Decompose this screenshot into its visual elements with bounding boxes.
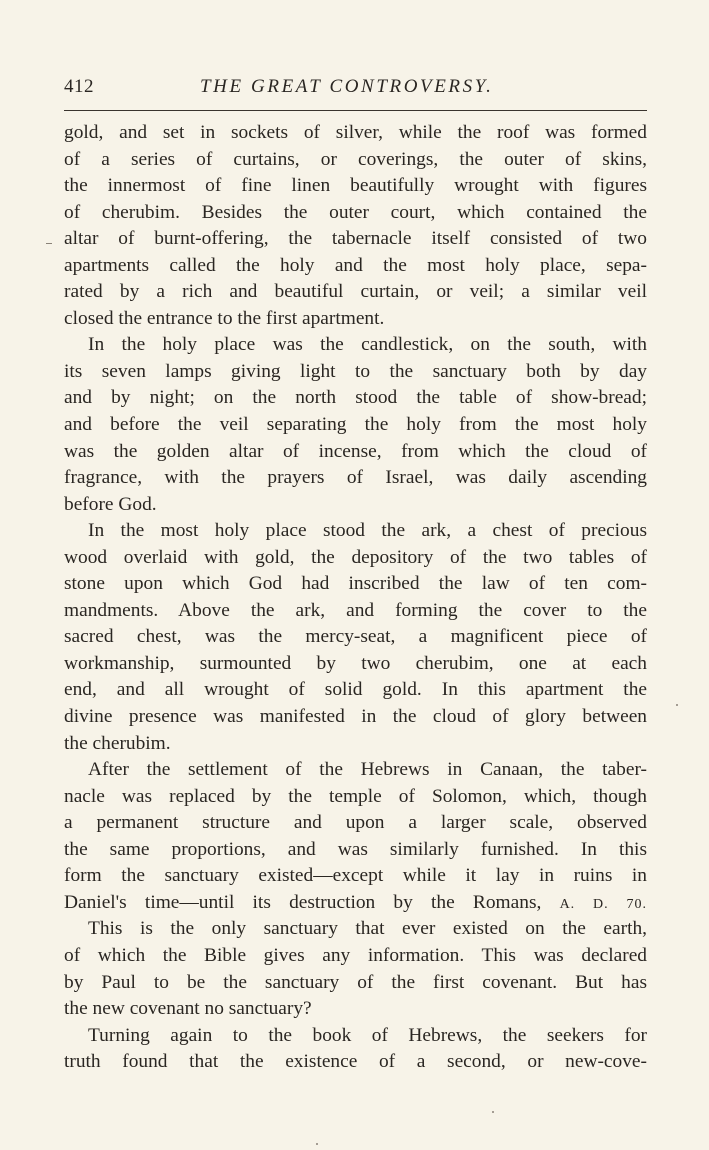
paper-speck <box>492 1111 494 1113</box>
page-number: 412 <box>64 76 94 97</box>
text-line: of cherubim. Besides the outer court, which contained the <box>64 201 647 223</box>
body-text <box>64 120 647 1076</box>
text-line: of which the Bible gives any information. This was declared <box>64 944 647 966</box>
text-line: divine presence was manifested in the cloud of glory between <box>64 706 647 728</box>
text-line: end, and all wrought of solid gold. In this apartment the <box>64 679 647 701</box>
text-line: by Paul to be the sanctuary of the first covenant. But has <box>64 971 647 993</box>
era-date: A. D. 70. <box>559 896 647 912</box>
text-line-main: Daniel's time—until its destruction by the Romans, <box>64 891 542 913</box>
text-line: the cherubim. <box>64 732 171 754</box>
text-line: After the settlement of the Hebrews in Canaan, the taber- <box>88 759 647 781</box>
paper-speck <box>316 1143 318 1145</box>
text-line-with-era <box>64 890 647 917</box>
text-line: altar of burnt-offering, the tabernacle itself consisted of two <box>64 228 647 250</box>
text-line: gold, and set in sockets of silver, while the roof was formed <box>64 122 647 143</box>
text-line: of a series of curtains, or coverings, the outer of skins, <box>64 148 647 170</box>
header-rule <box>64 110 647 111</box>
text-line: fragrance, with the prayers of Israel, was daily ascending <box>64 467 647 489</box>
text-line: Turning again to the book of Hebrews, the seekers for <box>88 1024 647 1046</box>
text-line: was the golden altar of incense, from which the cloud of <box>64 440 647 462</box>
text-line: rated by a rich and beautiful curtain, or veil; a similar veil <box>64 281 647 303</box>
text-line: wood overlaid with gold, the depository of the two tables of <box>64 546 647 568</box>
text-line: nacle was replaced by the temple of Solomon, which, though <box>64 785 647 807</box>
text-line: the new covenant no sanctuary? <box>64 998 312 1020</box>
text-line: and before the veil separating the holy from the most holy <box>64 414 647 436</box>
text-line: the innermost of fine linen beautifully wrought with figures <box>64 175 647 197</box>
text-line: the same proportions, and was similarly furnished. In this <box>64 838 647 860</box>
text-line: before God. <box>64 493 157 515</box>
text-line: and by night; on the north stood the table of show-bread; <box>64 387 647 409</box>
page-header <box>64 76 646 106</box>
text-line: mandments. Above the ark, and forming the cover to the <box>64 599 647 621</box>
text-line: apartments called the holy and the most holy place, sepa- <box>64 254 647 276</box>
text-line: In the most holy place stood the ark, a chest of precious <box>88 520 647 542</box>
running-title: THE GREAT CONTROVERSY. <box>200 76 494 97</box>
text-line: closed the entrance to the first apartment. <box>64 307 385 329</box>
text-line: This is the only sanctuary that ever existed on the earth, <box>88 918 647 940</box>
text-line: truth found that the existence of a second, or new-cove- <box>64 1051 647 1073</box>
paper-speck <box>46 243 52 244</box>
text-line: workmanship, surmounted by two cherubim, one at each <box>64 652 647 674</box>
text-line: sacred chest, was the mercy-seat, a magnificent piece of <box>64 626 647 648</box>
paper-speck <box>676 704 678 706</box>
text-line: its seven lamps giving light to the sanctuary both by day <box>64 360 647 382</box>
text-line: a permanent structure and upon a larger scale, observed <box>64 812 647 834</box>
text-line: In the holy place was the candlestick, on the south, with <box>88 334 647 356</box>
text-line: form the sanctuary existed—except while it lay in ruins in <box>64 865 647 887</box>
text-line: stone upon which God had inscribed the law of ten com- <box>64 573 647 595</box>
